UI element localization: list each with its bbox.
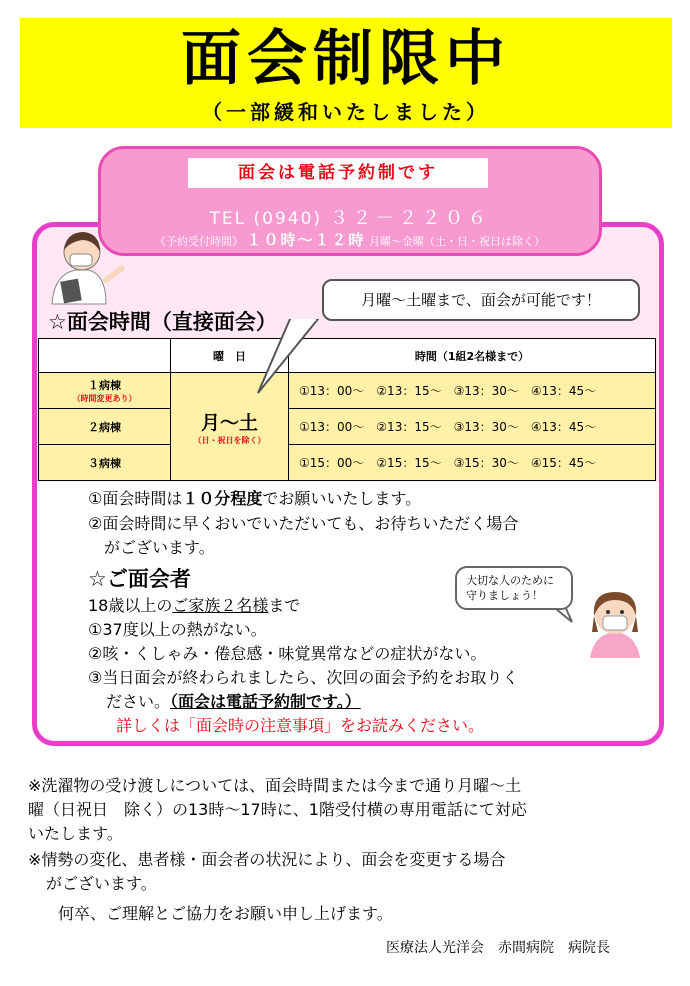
- table-row: [39, 373, 656, 409]
- hours-time: １０時～１２時: [246, 231, 366, 249]
- reservation-heading: 面会は電話予約制です: [188, 158, 488, 188]
- thanks-message: 何卒、ご理解とご協力をお願い申し上げます。: [58, 904, 393, 923]
- change-note-line1: ※情勢の変化、患者様・面会者の状況により、面会を変更する場合: [28, 850, 506, 869]
- ward-note: （時間変更あり）: [72, 394, 137, 403]
- hours-days: 月曜～金曜（土・日・祝日は除く）: [369, 235, 545, 248]
- table-row: [39, 445, 656, 481]
- encouragement-bubble: [455, 566, 573, 610]
- details-notice: 詳しくは「面会時の注意事項」をお読みください。: [116, 716, 485, 735]
- ward-cell: [39, 373, 171, 409]
- times-cell: ①15：00～ ②15：15～ ③15：30～ ④15：45～: [289, 445, 656, 481]
- note-2-line2: がございます。: [104, 538, 215, 557]
- condition-3-b: ださい。: [106, 692, 171, 711]
- times-cell: ①13：00～ ②13：15～ ③13：30～ ④13：45～: [289, 409, 656, 445]
- phone-number[interactable]: [98, 203, 602, 230]
- table-header-times: 時間（1組2名様まで）: [289, 339, 656, 373]
- signature: 医療法人光洋会 赤間病院 病院長: [386, 940, 610, 956]
- reservation-hours: [98, 229, 602, 250]
- table-header-ward: [39, 339, 171, 373]
- days-value: 月～土: [200, 411, 258, 434]
- title-banner: [20, 18, 672, 128]
- note-1-emphasis: １０分程度: [182, 489, 263, 508]
- days-note: （日・祝日を除く）: [193, 435, 266, 445]
- change-note-line2: がございます。: [46, 874, 157, 893]
- bubble-line-1: 大切な人のために: [466, 574, 554, 587]
- table-header-row: [39, 339, 656, 373]
- hours-label: 《予約受付時間》: [154, 235, 243, 248]
- phone-prefix: TEL (0940): [209, 209, 323, 229]
- callout-tail: [250, 319, 330, 399]
- visiting-schedule-table: [38, 338, 656, 481]
- condition-3-emphasis: （面会は電話予約制です。）: [170, 692, 361, 711]
- page-title: 面会制限中: [181, 24, 511, 94]
- visitor-age-rule: [88, 596, 300, 616]
- table-row: [39, 409, 656, 445]
- page-subtitle: （一部緩和いたしました）: [202, 100, 490, 124]
- condition-3-line2: [106, 692, 361, 712]
- visitors-heading: ☆ご面会者: [88, 567, 191, 591]
- callout-bubble: 月曜～土曜まで、面会が可能です！: [322, 279, 640, 321]
- note-1: [88, 489, 421, 509]
- note-1-c: でお願いいたします。: [262, 489, 422, 508]
- condition-1: ①37度以上の熱がない。: [88, 620, 267, 639]
- ward-cell: ３病棟: [39, 445, 171, 481]
- note-1-a: ①面会時間は: [88, 489, 183, 508]
- laundry-note-line2: 曜（日祝日 除く）の13時～17時に、1階受付横の専用電話にて対応: [28, 800, 527, 819]
- bubble-line-2: 守りましょう！: [466, 589, 543, 602]
- masked-girl-illustration: [584, 586, 646, 660]
- visiting-hours-heading: ☆面会時間（直接面会）: [48, 310, 277, 334]
- times-cell: ①13：00～ ②13：15～ ③13：30～ ④13：45～: [289, 373, 656, 409]
- ward-cell: ２病棟: [39, 409, 171, 445]
- age-rule-a: 18歳以上の: [88, 596, 173, 615]
- note-2-line1: ②面会時間に早くおいでいただいても、お待ちいただく場合: [88, 514, 519, 533]
- condition-3-line1: ③当日面会が終わられましたら、次回の面会予約をお取りく: [88, 668, 519, 687]
- phone-digits: ３２－２２０６: [329, 207, 491, 229]
- laundry-note-line3: いたします。: [28, 824, 123, 843]
- table-header-days: 曜 日: [171, 339, 289, 373]
- age-rule-emphasis: ご家族２名様: [172, 596, 269, 615]
- condition-2: ②咳・くしゃみ・倦怠感・味覚異常などの症状がない。: [88, 644, 487, 663]
- ward-name: １病棟: [88, 379, 121, 392]
- age-rule-c: まで: [268, 596, 301, 615]
- laundry-note-line1: ※洗濯物の受け渡しについては、面会時間または今まで通り月曜～土: [28, 776, 522, 795]
